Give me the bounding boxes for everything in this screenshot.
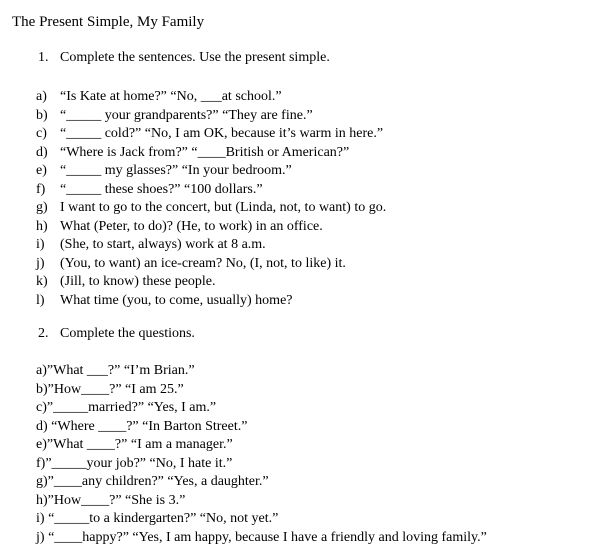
item-text: ”What ____?” “I am a manager.” (46, 437, 233, 452)
item-text: ”How____?” “I am 25.” (47, 381, 184, 397)
item-marker: d) (36, 418, 48, 434)
list-item (36, 107, 386, 126)
item-text: ”____any children?” “Yes, a daughter.” (47, 474, 269, 489)
item-marker: e) (36, 163, 47, 178)
list-item (36, 255, 386, 274)
item-text: ”How____?” “She is 3.” (47, 492, 186, 508)
list-item (36, 218, 386, 237)
list-item (36, 125, 386, 144)
list-item (36, 144, 386, 163)
item-marker: b) (36, 107, 48, 123)
item-marker: b) (36, 381, 48, 397)
item-marker: c) (36, 126, 47, 141)
list-item (36, 418, 487, 437)
item-text: (Jill, to know) these people. (60, 274, 216, 289)
item-text: ”_____married?” “Yes, I am.” (46, 400, 217, 415)
section-1-instruction: Complete the sentences. Use the present simple. (60, 50, 330, 65)
list-item (36, 181, 386, 200)
item-marker: i) (36, 237, 45, 252)
item-marker: f) (36, 455, 46, 471)
section-1-heading (38, 50, 330, 66)
list-item (36, 362, 487, 381)
item-text: (She, to start, always) work at 8 a.m. (60, 237, 266, 252)
item-text: “_____ my glasses?” “In your bedroom.” (60, 163, 292, 178)
item-marker: d) (36, 144, 48, 160)
list-item (36, 236, 386, 255)
section-2-heading (38, 326, 195, 342)
section-2-instruction: Complete the questions. (60, 326, 195, 341)
item-marker: g) (36, 474, 48, 489)
item-text: I want to go to the concert, but (Linda, not, to want) to go. (60, 200, 387, 215)
worksheet-title: The Present Simple, My Family (12, 14, 205, 30)
item-text: “Where is Jack from?” “____British or American?” (60, 144, 350, 160)
item-marker: h) (36, 218, 48, 234)
item-marker: k) (36, 274, 48, 289)
list-item (36, 473, 487, 492)
item-marker: i) (36, 511, 45, 526)
list-item (36, 273, 386, 292)
item-marker: a) (36, 363, 47, 378)
item-marker: c) (36, 400, 47, 415)
exercise-2-list (36, 362, 487, 547)
section-1-number: 1. (38, 50, 49, 65)
item-text: “_____ these shoes?” “100 dollars.” (60, 181, 263, 197)
section-2-number: 2. (38, 326, 49, 341)
item-text: “Is Kate at home?” “No, ___at school.” (60, 89, 282, 104)
list-item (36, 292, 386, 311)
list-item (36, 455, 487, 474)
item-text: “Where ____?” “In Barton Street.” (47, 418, 248, 434)
list-item (36, 399, 487, 418)
item-marker: j) (36, 255, 45, 271)
item-text: “_____ your grandparents?” “They are fine.” (60, 107, 313, 123)
item-marker: a) (36, 89, 47, 104)
list-item (36, 381, 487, 400)
item-text: “____happy?” “Yes, I am happy, because I have a friendly and loving family.” (44, 529, 487, 545)
list-item (36, 529, 487, 548)
item-text: ”What ___?” “I’m Brian.” (46, 363, 195, 378)
item-marker: l) (36, 292, 45, 308)
item-text: (You, to want) an ice-cream? No, (I, not, to like) it. (60, 255, 346, 271)
item-marker: j) (36, 529, 45, 545)
list-item (36, 510, 487, 529)
item-marker: e) (36, 437, 47, 452)
item-marker: g) (36, 200, 48, 215)
list-item (36, 492, 487, 511)
list-item (36, 199, 386, 218)
item-marker: h) (36, 492, 48, 508)
list-item (36, 162, 386, 181)
item-text: What time (you, to come, usually) home? (60, 292, 293, 308)
list-item (36, 88, 386, 107)
exercise-1-list (36, 88, 386, 310)
item-marker: f) (36, 181, 46, 197)
item-text: ”_____your job?” “No, I hate it.” (45, 455, 233, 471)
item-text: “_____ cold?” “No, I am OK, because it’s warm in here.” (60, 126, 384, 141)
item-text: What (Peter, to do)? (He, to work) in an office. (60, 218, 323, 234)
item-text: “_____to a kindergarten?” “No, not yet.” (44, 511, 279, 526)
list-item (36, 436, 487, 455)
